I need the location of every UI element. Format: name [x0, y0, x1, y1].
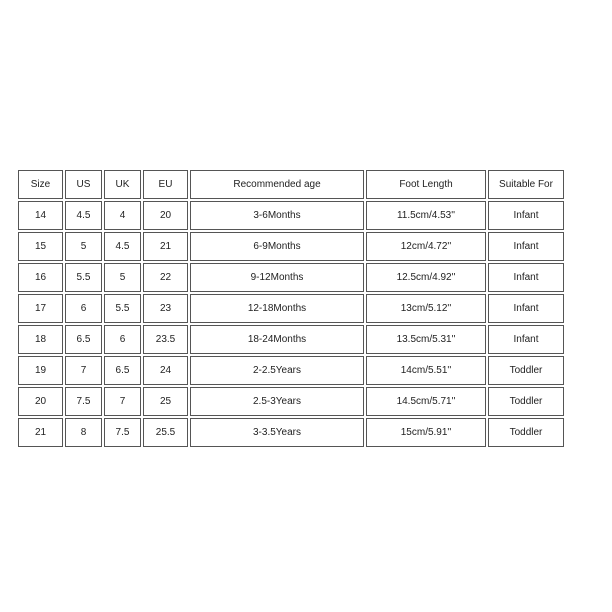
- header-row: [18, 170, 564, 199]
- cell-us: 5.5: [65, 263, 102, 292]
- header-suitable-for: Suitable For: [488, 170, 564, 199]
- cell-us: 7: [65, 356, 102, 385]
- table-row: [18, 263, 564, 292]
- cell-suitable-for: Infant: [488, 201, 564, 230]
- cell-us: 5: [65, 232, 102, 261]
- cell-uk: 4.5: [104, 232, 141, 261]
- cell-size: 15: [18, 232, 63, 261]
- table-row: [18, 325, 564, 354]
- cell-suitable-for: Toddler: [488, 418, 564, 447]
- cell-uk: 4: [104, 201, 141, 230]
- cell-us: 6: [65, 294, 102, 323]
- header-foot-length: Foot Length: [366, 170, 486, 199]
- cell-suitable-for: Infant: [488, 294, 564, 323]
- cell-foot-length: 12.5cm/4.92'': [366, 263, 486, 292]
- cell-eu: 23: [143, 294, 188, 323]
- cell-us: 4.5: [65, 201, 102, 230]
- table-row: [18, 201, 564, 230]
- cell-eu: 22: [143, 263, 188, 292]
- table-row: [18, 387, 564, 416]
- cell-size: 16: [18, 263, 63, 292]
- cell-eu: 21: [143, 232, 188, 261]
- cell-uk: 7: [104, 387, 141, 416]
- cell-recommended-age: 3-3.5Years: [190, 418, 364, 447]
- header-size: Size: [18, 170, 63, 199]
- cell-size: 19: [18, 356, 63, 385]
- cell-uk: 7.5: [104, 418, 141, 447]
- cell-size: 17: [18, 294, 63, 323]
- header-uk: UK: [104, 170, 141, 199]
- cell-recommended-age: 2.5-3Years: [190, 387, 364, 416]
- cell-foot-length: 13.5cm/5.31'': [366, 325, 486, 354]
- cell-foot-length: 11.5cm/4.53'': [366, 201, 486, 230]
- table-row: [18, 418, 564, 447]
- cell-size: 20: [18, 387, 63, 416]
- header-us: US: [65, 170, 102, 199]
- cell-foot-length: 14cm/5.51'': [366, 356, 486, 385]
- cell-us: 8: [65, 418, 102, 447]
- cell-uk: 5: [104, 263, 141, 292]
- cell-suitable-for: Infant: [488, 263, 564, 292]
- cell-size: 18: [18, 325, 63, 354]
- cell-eu: 25.5: [143, 418, 188, 447]
- table-row: [18, 232, 564, 261]
- cell-recommended-age: 18-24Months: [190, 325, 364, 354]
- cell-size: 14: [18, 201, 63, 230]
- cell-foot-length: 12cm/4.72'': [366, 232, 486, 261]
- cell-eu: 23.5: [143, 325, 188, 354]
- cell-suitable-for: Toddler: [488, 387, 564, 416]
- cell-us: 7.5: [65, 387, 102, 416]
- cell-eu: 20: [143, 201, 188, 230]
- cell-recommended-age: 6-9Months: [190, 232, 364, 261]
- cell-uk: 6.5: [104, 356, 141, 385]
- cell-recommended-age: 12-18Months: [190, 294, 364, 323]
- header-eu: EU: [143, 170, 188, 199]
- cell-foot-length: 13cm/5.12'': [366, 294, 486, 323]
- cell-foot-length: 15cm/5.91'': [366, 418, 486, 447]
- header-recommended-age: Recommended age: [190, 170, 364, 199]
- cell-uk: 6: [104, 325, 141, 354]
- table-row: [18, 356, 564, 385]
- table-row: [18, 294, 564, 323]
- cell-suitable-for: Toddler: [488, 356, 564, 385]
- cell-eu: 24: [143, 356, 188, 385]
- cell-foot-length: 14.5cm/5.71'': [366, 387, 486, 416]
- size-chart-table: [16, 168, 566, 449]
- cell-suitable-for: Infant: [488, 325, 564, 354]
- cell-size: 21: [18, 418, 63, 447]
- cell-suitable-for: Infant: [488, 232, 564, 261]
- cell-recommended-age: 2-2.5Years: [190, 356, 364, 385]
- cell-recommended-age: 9-12Months: [190, 263, 364, 292]
- cell-eu: 25: [143, 387, 188, 416]
- cell-us: 6.5: [65, 325, 102, 354]
- cell-uk: 5.5: [104, 294, 141, 323]
- cell-recommended-age: 3-6Months: [190, 201, 364, 230]
